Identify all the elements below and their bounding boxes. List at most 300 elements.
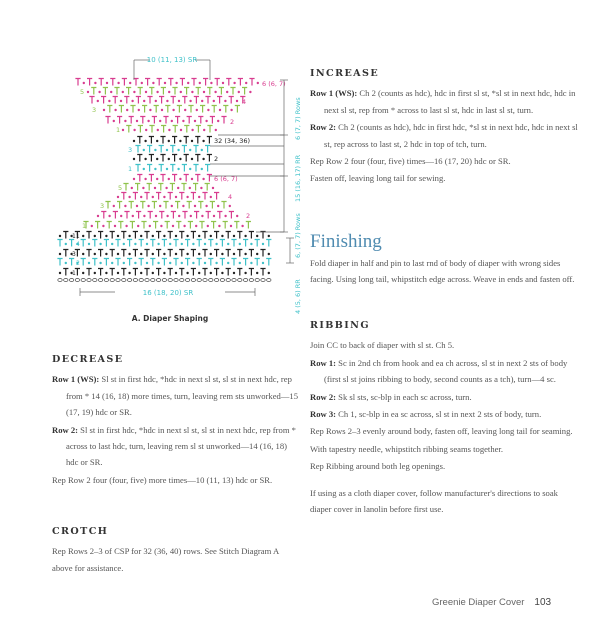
sl-st-symbol	[186, 253, 188, 255]
hdc-stitch-symbol	[182, 146, 187, 153]
hdc-stitch-symbol	[142, 106, 147, 113]
sl-st-symbol	[157, 262, 159, 264]
hdc-stitch-symbol	[195, 137, 200, 144]
increase-repeat: Rep Row 2 four (four, five) times—16 (17, 20) hdc or SR.	[310, 156, 511, 167]
sl-st-symbol	[108, 100, 110, 102]
hdc-stitch-symbol	[255, 259, 260, 266]
sl-st-symbol	[141, 82, 143, 84]
sl-st-symbol	[182, 120, 184, 122]
hdc-stitch-symbol	[140, 202, 145, 209]
sl-st-symbol	[163, 235, 165, 237]
hdc-stitch-symbol	[184, 137, 189, 144]
sl-st-symbol	[149, 225, 151, 227]
sl-st-symbol	[213, 215, 215, 217]
sl-st-symbol	[224, 100, 226, 102]
hdc-stitch-symbol	[170, 184, 175, 191]
row-text: Sc in 2nd ch from hook and ea ch across, sl st in next 2 sts of body (first sl st joins ribbing to body, second counts as a tch), turn—4 sc.	[324, 357, 568, 385]
sl-st-symbol	[133, 91, 135, 93]
hdc-stitch-symbol	[124, 212, 129, 219]
diagram-label: 6 (7, 7) Rows	[294, 97, 302, 140]
diagram-label: 4	[242, 98, 247, 106]
sl-st-symbol	[233, 82, 235, 84]
hdc-stitch-symbol	[156, 269, 161, 276]
diagram-label: 10 (11, 13) SR	[146, 56, 198, 64]
hdc-stitch-symbol	[104, 259, 109, 266]
chain-stitch-symbol	[156, 279, 160, 282]
hdc-stitch-symbol	[185, 240, 190, 247]
sl-st-symbol	[262, 243, 264, 245]
ribbing-repeat: Rep Rows 2–3 evenly around body, fasten off, leaving long tail for seaming.	[310, 426, 573, 437]
hdc-stitch-symbol	[114, 88, 119, 95]
sl-st-symbol	[152, 235, 154, 237]
sl-st-symbol	[129, 82, 131, 84]
hdc-stitch-symbol	[135, 146, 140, 153]
diagram-label: 2	[76, 260, 80, 267]
sl-st-symbol	[144, 178, 146, 180]
sl-st-symbol	[163, 272, 165, 274]
sl-st-symbol	[179, 140, 181, 142]
sl-st-symbol	[94, 253, 96, 255]
sl-st-symbol	[194, 205, 196, 207]
decrease-heading: DECREASE	[52, 354, 124, 365]
chain-stitch-symbol	[226, 279, 230, 282]
row-text: Ch 2 (counts as hdc), hdc in first sl st, *sl st in next hdc, hdc in next sl st, rep from * across to last sl st, hdc in last sl st, turn.	[324, 88, 576, 115]
sl-st-symbol	[113, 205, 115, 207]
hdc-stitch-symbol	[98, 269, 103, 276]
diagram-label: 5	[80, 88, 85, 96]
hdc-stitch-symbol	[221, 202, 226, 209]
sl-st-symbol	[134, 243, 136, 245]
ribbing-note: If using as a cloth diaper cover, follow manufacturer's directions to soak diaper cover in lanolin before first use.	[310, 487, 558, 515]
sl-st-symbol	[204, 243, 206, 245]
hdc-stitch-symbol	[219, 88, 224, 95]
hdc-stitch-symbol	[149, 175, 154, 182]
hdc-stitch-symbol	[214, 232, 219, 239]
sl-st-symbol	[128, 196, 130, 198]
hdc-stitch-symbol	[172, 175, 177, 182]
diagram-label: 16 (18, 20) SR	[142, 289, 194, 297]
hdc-stitch-symbol	[118, 222, 123, 229]
sl-st-symbol	[175, 82, 177, 84]
sl-st-symbol	[244, 253, 246, 255]
sl-st-symbol	[140, 253, 142, 255]
sl-st-symbol	[210, 235, 212, 237]
hdc-stitch-symbol	[99, 79, 104, 86]
sl-st-symbol	[122, 91, 124, 93]
sl-st-symbol	[175, 235, 177, 237]
hdc-stitch-symbol	[159, 212, 164, 219]
hdc-stitch-symbol	[237, 232, 242, 239]
sl-st-symbol	[224, 215, 226, 217]
hdc-stitch-symbol	[103, 88, 108, 95]
diagram-label: 4 (5, 6) RR	[294, 279, 302, 314]
hdc-stitch-symbol	[226, 79, 231, 86]
hdc-stitch-symbol	[86, 269, 91, 276]
hdc-stitch-symbol	[182, 165, 187, 172]
sl-st-symbol	[113, 120, 115, 122]
sl-st-symbol	[110, 91, 112, 93]
hdc-stitch-symbol	[75, 79, 80, 86]
hdc-stitch-symbol	[205, 146, 210, 153]
hdc-stitch-symbol	[249, 79, 254, 86]
hdc-stitch-symbol	[110, 232, 115, 239]
decrease-section	[52, 352, 300, 489]
hdc-stitch-symbol	[95, 222, 100, 229]
sl-st-symbol	[138, 109, 140, 111]
hdc-stitch-symbol	[173, 240, 178, 247]
sl-st-symbol	[191, 158, 193, 160]
hdc-stitch-symbol	[168, 250, 173, 257]
sl-st-symbol	[168, 140, 170, 142]
hdc-stitch-symbol	[148, 212, 153, 219]
sl-st-symbol	[186, 235, 188, 237]
hdc-stitch-symbol	[217, 212, 222, 219]
sl-st-symbol	[192, 262, 194, 264]
sl-st-symbol	[94, 272, 96, 274]
hdc-stitch-symbol	[214, 250, 219, 257]
ribbing-heading: RIBBING	[310, 320, 370, 331]
sl-st-symbol	[218, 225, 220, 227]
chain-stitch-symbol	[133, 279, 137, 282]
sl-st-symbol	[103, 109, 105, 111]
sl-st-symbol	[168, 129, 170, 131]
sl-st-symbol	[191, 178, 193, 180]
sl-st-symbol	[256, 235, 258, 237]
crotch-section	[52, 524, 292, 577]
sl-st-symbol	[166, 149, 168, 151]
increase-row1	[310, 85, 578, 118]
sl-st-symbol	[210, 272, 212, 274]
sl-st-symbol	[133, 129, 135, 131]
sl-st-symbol	[120, 215, 122, 217]
hdc-stitch-symbol	[91, 88, 96, 95]
increase-heading: INCREASE	[310, 68, 380, 79]
hdc-stitch-symbol	[172, 88, 177, 95]
sl-st-symbol	[152, 196, 154, 198]
sl-st-symbol	[238, 91, 240, 93]
hdc-stitch-symbol	[119, 106, 124, 113]
hdc-stitch-symbol	[221, 117, 226, 124]
sl-st-symbol	[227, 243, 229, 245]
hdc-stitch-symbol	[242, 88, 247, 95]
chain-stitch-symbol	[197, 279, 201, 282]
hdc-stitch-symbol	[208, 240, 213, 247]
row-text: Ch 1, sc-blp in ea sc across, sl st in next 2 sts of body, turn.	[336, 409, 542, 420]
sl-st-symbol	[157, 243, 159, 245]
hdc-stitch-symbol	[107, 106, 112, 113]
chain-stitch-symbol	[220, 279, 224, 282]
diagram-label: 6, (7, 7) Rows	[294, 213, 302, 258]
hdc-stitch-symbol	[115, 240, 120, 247]
diagram-label: 3	[128, 146, 133, 154]
chain-stitch-symbol	[151, 279, 155, 282]
chain-stitch-symbol	[139, 279, 143, 282]
hdc-stitch-symbol	[177, 106, 182, 113]
hdc-stitch-symbol	[230, 88, 235, 95]
hdc-stitch-symbol	[149, 137, 154, 144]
hdc-stitch-symbol	[194, 97, 199, 104]
chain-stitch-symbol	[122, 279, 126, 282]
sl-st-symbol	[212, 187, 214, 189]
hdc-stitch-symbol	[160, 137, 165, 144]
sl-st-symbol	[175, 196, 177, 198]
hdc-stitch-symbol	[158, 184, 163, 191]
chain-stitch-symbol	[162, 279, 166, 282]
hdc-stitch-symbol	[145, 79, 150, 86]
hdc-stitch-symbol	[117, 117, 122, 124]
row-text: Sk sl sts, sc-blp in each sc across, turn.	[336, 391, 472, 402]
sl-st-symbol	[198, 196, 200, 198]
hdc-stitch-symbol	[168, 79, 173, 86]
sl-st-symbol	[111, 243, 113, 245]
hdc-stitch-symbol	[161, 88, 166, 95]
sl-st-symbol	[181, 243, 183, 245]
ribbing-whipstitch: With tapestry needle, whipstitch ribbing seams together.	[310, 443, 503, 454]
sl-st-symbol	[120, 100, 122, 102]
sl-st-symbol	[147, 205, 149, 207]
hdc-stitch-symbol	[206, 212, 211, 219]
hdc-stitch-symbol	[237, 269, 242, 276]
sl-st-symbol	[179, 178, 181, 180]
row-label: Row 2:	[310, 122, 337, 133]
hdc-stitch-symbol	[136, 97, 141, 104]
sl-st-symbol	[166, 168, 168, 170]
sl-st-symbol	[230, 225, 232, 227]
sl-st-symbol	[172, 109, 174, 111]
sl-st-symbol	[214, 91, 216, 93]
sl-st-symbol	[200, 187, 202, 189]
hdc-stitch-symbol	[110, 79, 115, 86]
diagram-label: 3	[92, 106, 97, 114]
hdc-stitch-symbol	[159, 97, 164, 104]
hdc-stitch-symbol	[144, 193, 149, 200]
sl-st-symbol	[222, 82, 224, 84]
sl-st-symbol	[105, 235, 107, 237]
diagram-label: 6 (6, 7)	[262, 80, 286, 88]
hdc-stitch-symbol	[127, 259, 132, 266]
sl-st-symbol	[154, 149, 156, 151]
sl-st-symbol	[249, 91, 251, 93]
sl-st-symbol	[177, 187, 179, 189]
sl-st-symbol	[143, 215, 145, 217]
sl-st-symbol	[195, 225, 197, 227]
finishing-heading: Finishing	[310, 231, 382, 252]
sl-st-symbol	[227, 262, 229, 264]
diagram-label: 1	[82, 222, 87, 230]
hdc-stitch-symbol	[210, 202, 215, 209]
sl-st-symbol	[147, 120, 149, 122]
diagram-label: 11	[72, 233, 80, 240]
hdc-stitch-symbol	[81, 240, 86, 247]
hdc-stitch-symbol	[243, 259, 248, 266]
sl-st-symbol	[233, 272, 235, 274]
hdc-stitch-symbol	[141, 222, 146, 229]
sl-st-symbol	[143, 149, 145, 151]
hdc-stitch-symbol	[185, 259, 190, 266]
sl-st-symbol	[133, 158, 135, 160]
sl-st-symbol	[257, 82, 259, 84]
sl-st-symbol	[210, 82, 212, 84]
hdc-stitch-symbol	[137, 137, 142, 144]
sl-st-symbol	[161, 109, 163, 111]
hdc-stitch-symbol	[184, 126, 189, 133]
hdc-stitch-symbol	[205, 97, 210, 104]
sl-st-symbol	[221, 272, 223, 274]
row-label: Row 1:	[310, 357, 337, 368]
hdc-stitch-symbol	[162, 240, 167, 247]
diagram-label: 1	[128, 165, 133, 173]
hdc-stitch-symbol	[165, 106, 170, 113]
hdc-stitch-symbol	[172, 155, 177, 162]
diagram-label: 2	[246, 212, 251, 220]
sl-st-symbol	[168, 178, 170, 180]
hdc-stitch-symbol	[193, 146, 198, 153]
sl-st-symbol	[159, 120, 161, 122]
hdc-stitch-symbol	[101, 97, 106, 104]
hdc-stitch-symbol	[205, 184, 210, 191]
hdc-stitch-symbol	[89, 97, 94, 104]
hdc-stitch-symbol	[217, 97, 222, 104]
hdc-stitch-symbol	[117, 202, 122, 209]
sl-st-symbol	[159, 205, 161, 207]
row-label: Row 1 (WS):	[310, 88, 358, 99]
sl-st-symbol	[210, 196, 212, 198]
sl-st-symbol	[145, 91, 147, 93]
hdc-stitch-symbol	[184, 175, 189, 182]
sl-st-symbol	[124, 205, 126, 207]
hdc-stitch-symbol	[160, 155, 165, 162]
sl-st-symbol	[59, 272, 61, 274]
sl-st-symbol	[241, 225, 243, 227]
sl-st-symbol	[217, 205, 219, 207]
hdc-stitch-symbol	[205, 165, 210, 172]
chain-stitch-symbol	[174, 279, 178, 282]
hdc-stitch-symbol	[163, 202, 168, 209]
ribbing-row2	[310, 389, 578, 405]
sl-st-symbol	[94, 235, 96, 237]
hdc-stitch-symbol	[150, 240, 155, 247]
sl-st-symbol	[91, 225, 93, 227]
hdc-stitch-symbol	[126, 126, 131, 133]
chain-stitch-symbol	[145, 279, 149, 282]
hdc-stitch-symbol	[172, 137, 177, 144]
hdc-stitch-symbol	[63, 232, 68, 239]
chain-stitch-symbol	[180, 279, 184, 282]
sl-st-symbol	[236, 100, 238, 102]
hdc-stitch-symbol	[136, 212, 141, 219]
hdc-stitch-symbol	[168, 193, 173, 200]
hdc-stitch-symbol	[57, 259, 62, 266]
chain-stitch-symbol	[243, 279, 247, 282]
hdc-stitch-symbol	[140, 117, 145, 124]
chain-stitch-symbol	[249, 279, 253, 282]
sl-st-symbol	[65, 243, 67, 245]
row-text: Sl st in first hdc, *hdc in next sl st, sl st in next hdc, rep from * 14 (16, 18) more times, turn, leaving rem sts unworked—15 (17, 19) hdc or SR.	[66, 374, 298, 418]
hdc-stitch-symbol	[139, 240, 144, 247]
chain-stitch-symbol	[255, 279, 259, 282]
sl-st-symbol	[239, 243, 241, 245]
hdc-stitch-symbol	[187, 202, 192, 209]
hdc-stitch-symbol	[176, 222, 181, 229]
hdc-stitch-symbol	[226, 269, 231, 276]
hdc-stitch-symbol	[173, 259, 178, 266]
chain-stitch-symbol	[58, 279, 62, 282]
sl-st-symbol	[172, 225, 174, 227]
chain-stitch-symbol	[98, 279, 102, 282]
hdc-stitch-symbol	[130, 106, 135, 113]
sl-st-symbol	[169, 243, 171, 245]
hdc-stitch-symbol	[197, 259, 202, 266]
chain-stitch-symbol	[93, 279, 97, 282]
sl-st-symbol	[175, 272, 177, 274]
sl-st-symbol	[233, 253, 235, 255]
hdc-stitch-symbol	[157, 79, 162, 86]
sl-st-symbol	[117, 235, 119, 237]
hdc-stitch-symbol	[130, 222, 135, 229]
hdc-stitch-symbol	[154, 106, 159, 113]
sl-st-symbol	[221, 253, 223, 255]
sl-st-symbol	[213, 100, 215, 102]
row-text: Sl st in first hdc, *hdc in next sl st, sl st in next hdc, rep from * across to last hdc, turn, leaving rem sl st unworked—14 (16, 18) hdc or SR.	[66, 424, 296, 468]
sl-st-symbol	[114, 109, 116, 111]
sl-st-symbol	[191, 129, 193, 131]
sl-st-symbol	[189, 100, 191, 102]
sl-st-symbol	[157, 129, 159, 131]
hdc-stitch-symbol	[69, 240, 74, 247]
hdc-stitch-symbol	[260, 250, 265, 257]
sl-st-symbol	[87, 91, 89, 93]
hdc-stitch-symbol	[86, 232, 91, 239]
hdc-stitch-symbol	[135, 165, 140, 172]
sl-st-symbol	[82, 235, 84, 237]
sl-st-symbol	[230, 109, 232, 111]
hdc-stitch-symbol	[223, 222, 228, 229]
hdc-stitch-symbol	[138, 126, 143, 133]
sl-st-symbol	[133, 178, 135, 180]
hdc-stitch-symbol	[231, 240, 236, 247]
sl-st-symbol	[217, 120, 219, 122]
chain-stitch-symbol	[267, 279, 271, 282]
sl-st-symbol	[88, 243, 90, 245]
sl-st-symbol	[132, 215, 134, 217]
sl-st-symbol	[125, 225, 127, 227]
hdc-stitch-symbol	[211, 222, 216, 229]
chain-stitch-symbol	[104, 279, 108, 282]
sl-st-symbol	[186, 272, 188, 274]
sl-st-symbol	[184, 109, 186, 111]
hdc-stitch-symbol	[214, 193, 219, 200]
sl-st-symbol	[117, 82, 119, 84]
hdc-stitch-symbol	[266, 259, 271, 266]
hdc-stitch-symbol	[149, 88, 154, 95]
hdc-stitch-symbol	[165, 222, 170, 229]
hdc-stitch-symbol	[231, 259, 236, 266]
row-text: Ch 2 (counts as hdc), hdc in first hdc, *sl st in next hdc, hdc in next sl st, rep across to last st, 2 hdc in top of tch, turn.	[324, 122, 578, 149]
sl-st-symbol	[168, 158, 170, 160]
hdc-stitch-symbol	[207, 126, 212, 133]
hdc-stitch-symbol	[226, 250, 231, 257]
sl-st-symbol	[99, 262, 101, 264]
sl-st-symbol	[164, 82, 166, 84]
ribbing-legs: Rep Ribbing around both leg openings.	[310, 461, 446, 472]
sl-st-symbol	[105, 272, 107, 274]
sl-st-symbol	[203, 91, 205, 93]
hdc-stitch-symbol	[229, 212, 234, 219]
sl-st-symbol	[171, 120, 173, 122]
diagram-label: 15 (16, 17) RR	[294, 154, 302, 202]
hdc-stitch-symbol	[237, 250, 242, 257]
hdc-stitch-symbol	[199, 222, 204, 229]
